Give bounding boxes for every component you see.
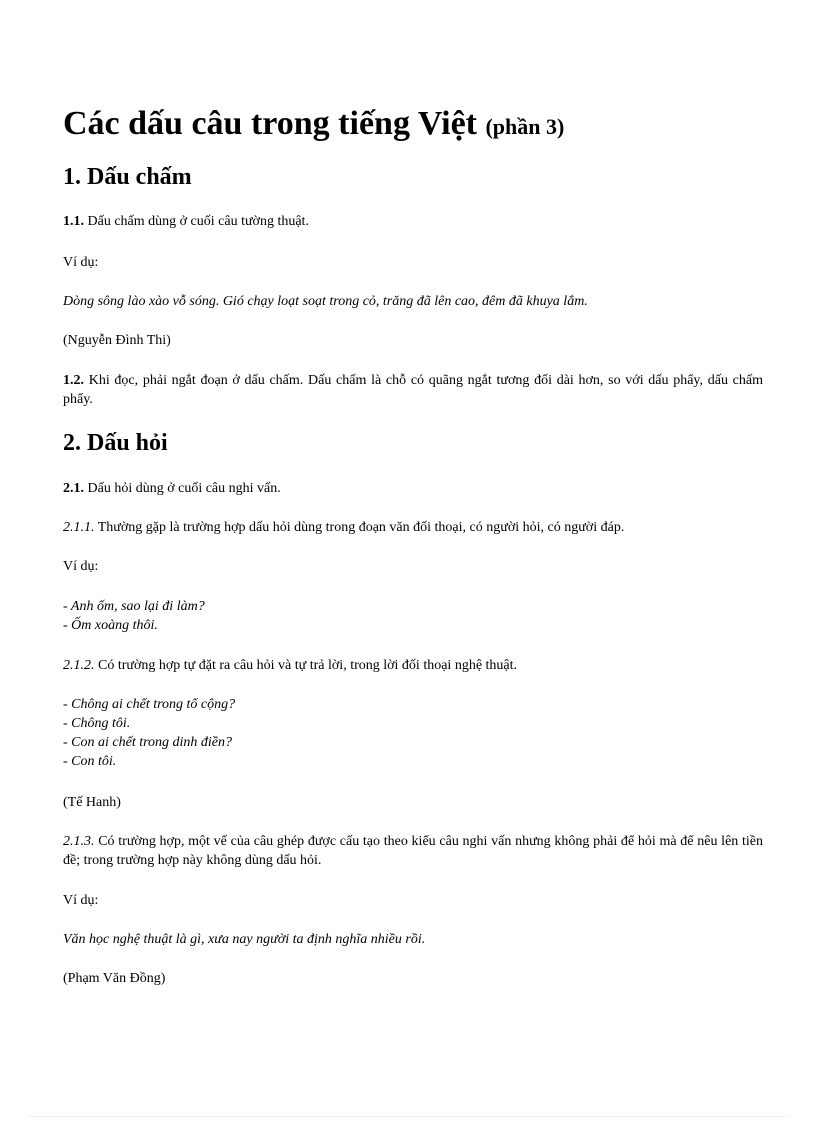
poem-line: - Con ai chết trong dinh điền? <box>63 735 233 750</box>
paragraph-number: 1.2. <box>63 373 84 388</box>
section2-paragraph-213 <box>63 832 763 870</box>
dialog-line: - Ốm xoàng thôi. <box>63 618 158 633</box>
page-title <box>63 103 564 148</box>
paragraph-number: 2.1. <box>63 481 84 496</box>
paragraph-number: 2.1.1. <box>63 520 95 535</box>
page-bottom-divider <box>28 1116 788 1117</box>
paragraph-number: 2.1.2. <box>63 658 95 673</box>
poem-source: (Tế Hanh) <box>63 795 121 810</box>
section2-paragraph-212 <box>63 656 763 675</box>
section2-paragraph-211 <box>63 518 763 537</box>
section2-example-label-2: Ví dụ: <box>63 893 99 908</box>
paragraph-text: Có trường hợp tự đặt ra câu hỏi và tự trả lời, trong lời đối thoại nghệ thuật. <box>94 658 518 673</box>
dialog-line: - Anh ốm, sao lại đi làm? <box>63 599 205 614</box>
paragraph-number: 2.1.3. <box>63 834 95 849</box>
section1-paragraph-2 <box>63 371 763 409</box>
section2-example-text: Văn học nghệ thuật là gì, xưa nay người ta định nghĩa nhiều rồi. <box>63 932 426 947</box>
paragraph-text: Dấu hỏi dùng ở cuối câu nghi vấn. <box>84 481 281 496</box>
section2-example-label-1: Ví dụ: <box>63 559 99 574</box>
poem-line: - Chông tôi. <box>63 716 131 731</box>
title-sub: (phần 3) <box>485 114 565 139</box>
paragraph-text: Dấu chấm dùng ở cuối câu tường thuật. <box>84 214 309 229</box>
section1-paragraph-1 <box>63 212 763 231</box>
paragraph-number: 1.1. <box>63 214 84 229</box>
section1-example-label: Ví dụ: <box>63 255 99 270</box>
poem-line: - Chông ai chết trong tổ cộng? <box>63 697 236 712</box>
paragraph-text: Khi đọc, phải ngắt đoạn ở dấu chấm. Dấu chấm là chỗ có quãng ngắt tương đối dài hơn, so với dấu phẩy, dấu chấm phẩy. <box>63 373 763 407</box>
section1-example-text: Dòng sông lào xào vỗ sóng. Gió chạy loạt soạt trong cỏ, trăng đã lên cao, đêm đã khuya lắm. <box>63 294 588 309</box>
section2-heading: 2. Dấu hỏi <box>63 430 168 456</box>
section1-heading: 1. Dấu chấm <box>63 164 192 190</box>
paragraph-text: Thường gặp là trường hợp dấu hỏi dùng trong đoạn văn đối thoại, có người hỏi, có người đáp. <box>94 520 625 535</box>
poem-line: - Con tôi. <box>63 754 117 769</box>
section1-example-source: (Nguyễn Đình Thi) <box>63 333 171 348</box>
paragraph-text: Có trường hợp, một vế của câu ghép được cấu tạo theo kiểu câu nghi vấn nhưng không phải để hỏi mà để nêu lên tiền đề; trong trường hợp này không dùng dấu hỏi. <box>63 834 763 868</box>
section2-paragraph-1 <box>63 479 763 498</box>
section2-example-source: (Phạm Văn Đồng) <box>63 971 166 986</box>
title-main: Các dấu câu trong tiếng Việt <box>63 105 477 142</box>
